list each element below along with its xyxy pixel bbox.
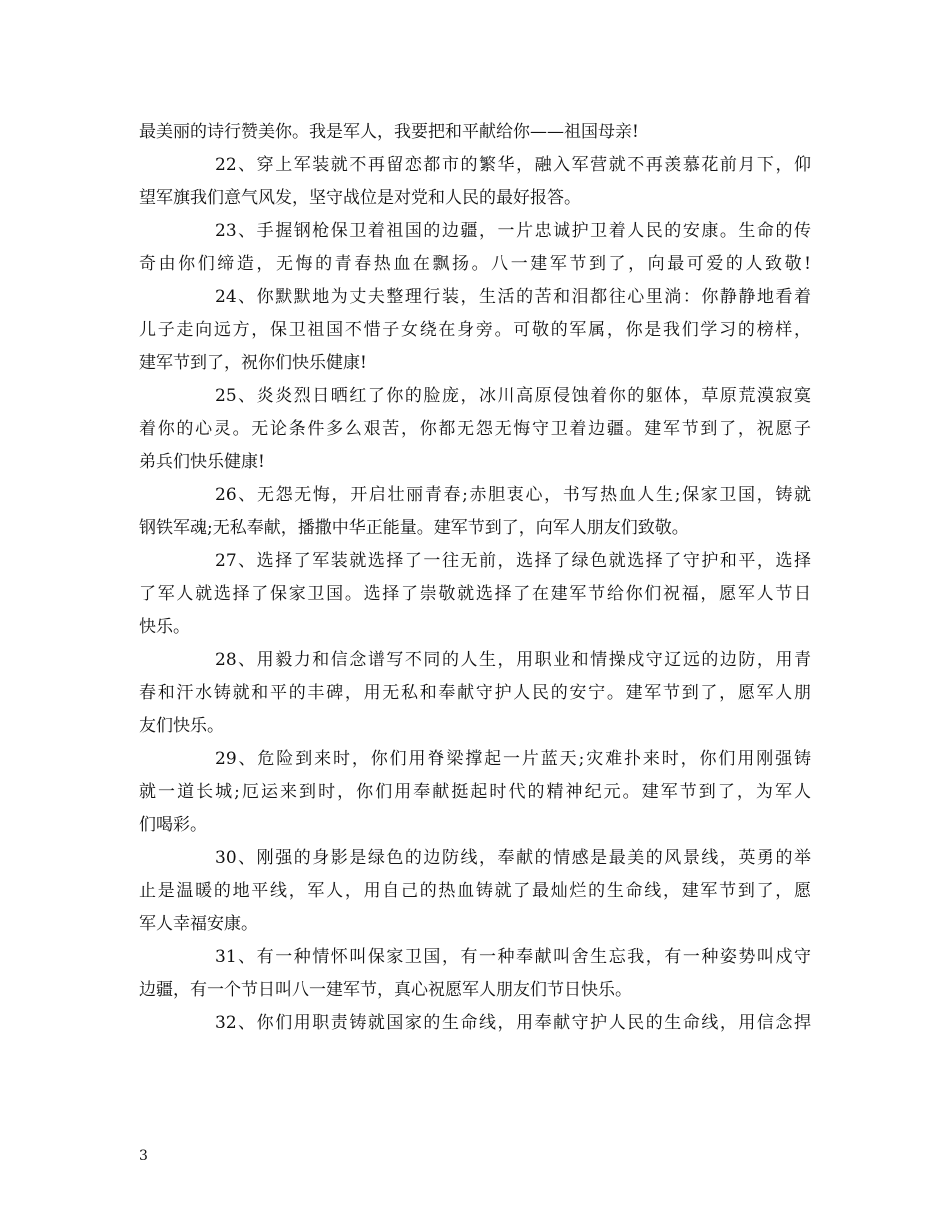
text-line: 了军人就选择了保家卫国。选择了崇敬就选择了在建军节给你们祝福，愿军人节日 [139,584,811,604]
text-line: 就一道长城;厄运来到时，你们用奉献挺起时代的精神纪元。建军节到了，为军人 [139,782,811,802]
text-line: 奇由你们缔造，无悔的青春热血在飘扬。八一建军节到了，向最可爱的人致敬! [139,254,811,274]
text-line: 23、手握钢枪保卫着祖国的边疆，一片忠诚护卫着人民的安康。生命的传 [215,221,811,241]
text-line: 27、选择了军装就选择了一往无前，选择了绿色就选择了守护和平，选择 [215,551,811,571]
text-line: 29、危险到来时，你们用脊梁撑起一片蓝天;灾难扑来时，你们用刚强铸 [215,749,811,769]
text-line: 30、刚强的身影是绿色的边防线，奉献的情感是最美的风景线，英勇的举 [215,848,811,868]
text-line: 着你的心灵。无论条件多么艰苦，你都无怨无悔守卫着边疆。建军节到了，祝愿子 [139,419,811,439]
text-line: 31、有一种情怀叫保家卫国，有一种奉献叫舍生忘我，有一种姿势叫戍守 [215,947,811,967]
body-text [139,116,811,1040]
text-line: 儿子走向远方，保卫祖国不惜子女绕在身旁。可敬的军属，你是我们学习的榜样， [139,320,811,340]
text-line: 们喝彩。 [139,815,207,835]
text-line: 28、用毅力和信念谱写不同的人生，用职业和情操戍守辽远的边防，用青 [215,650,811,670]
text-line: 望军旗我们意气风发，坚守战位是对党和人民的最好报答。 [139,188,581,208]
text-line: 钢铁军魂;无私奉献，播撒中华正能量。建军节到了，向军人朋友们致敬。 [139,518,689,538]
text-line: 24、你默默地为丈夫整理行装，生活的苦和泪都往心里淌：你静静地看着 [215,287,811,307]
text-line: 快乐。 [139,617,190,637]
page-number: 3 [139,1148,148,1164]
text-line: 最美丽的诗行赞美你。我是军人，我要把和平献给你——祖国母亲! [139,122,639,142]
text-line: 止是温暖的地平线，军人，用自己的热血铸就了最灿烂的生命线，建军节到了，愿 [139,881,811,901]
text-line: 友们快乐。 [139,716,224,736]
text-line: 建军节到了，祝你们快乐健康! [139,353,367,373]
text-line: 26、无怨无悔，开启壮丽青春;赤胆衷心，书写热血人生;保家卫国，铸就 [215,485,811,505]
text-line: 军人幸福安康。 [139,914,258,934]
text-line: 22、穿上军装就不再留恋都市的繁华，融入军营就不再羡慕花前月下，仰 [215,155,811,175]
text-line: 25、炎炎烈日晒红了你的脸庞，冰川高原侵蚀着你的躯体，草原荒漠寂寞 [215,386,811,406]
text-line: 春和汗水铸就和平的丰碑，用无私和奉献守护人民的安宁。建军节到了，愿军人朋 [139,683,811,703]
text-line: 边疆，有一个节日叫八一建军节，真心祝愿军人朋友们节日快乐。 [139,980,632,1000]
text-line: 弟兵们快乐健康! [139,452,265,472]
text-line: 32、你们用职责铸就国家的生命线，用奉献守护人民的生命线，用信念捍 [215,1013,811,1033]
